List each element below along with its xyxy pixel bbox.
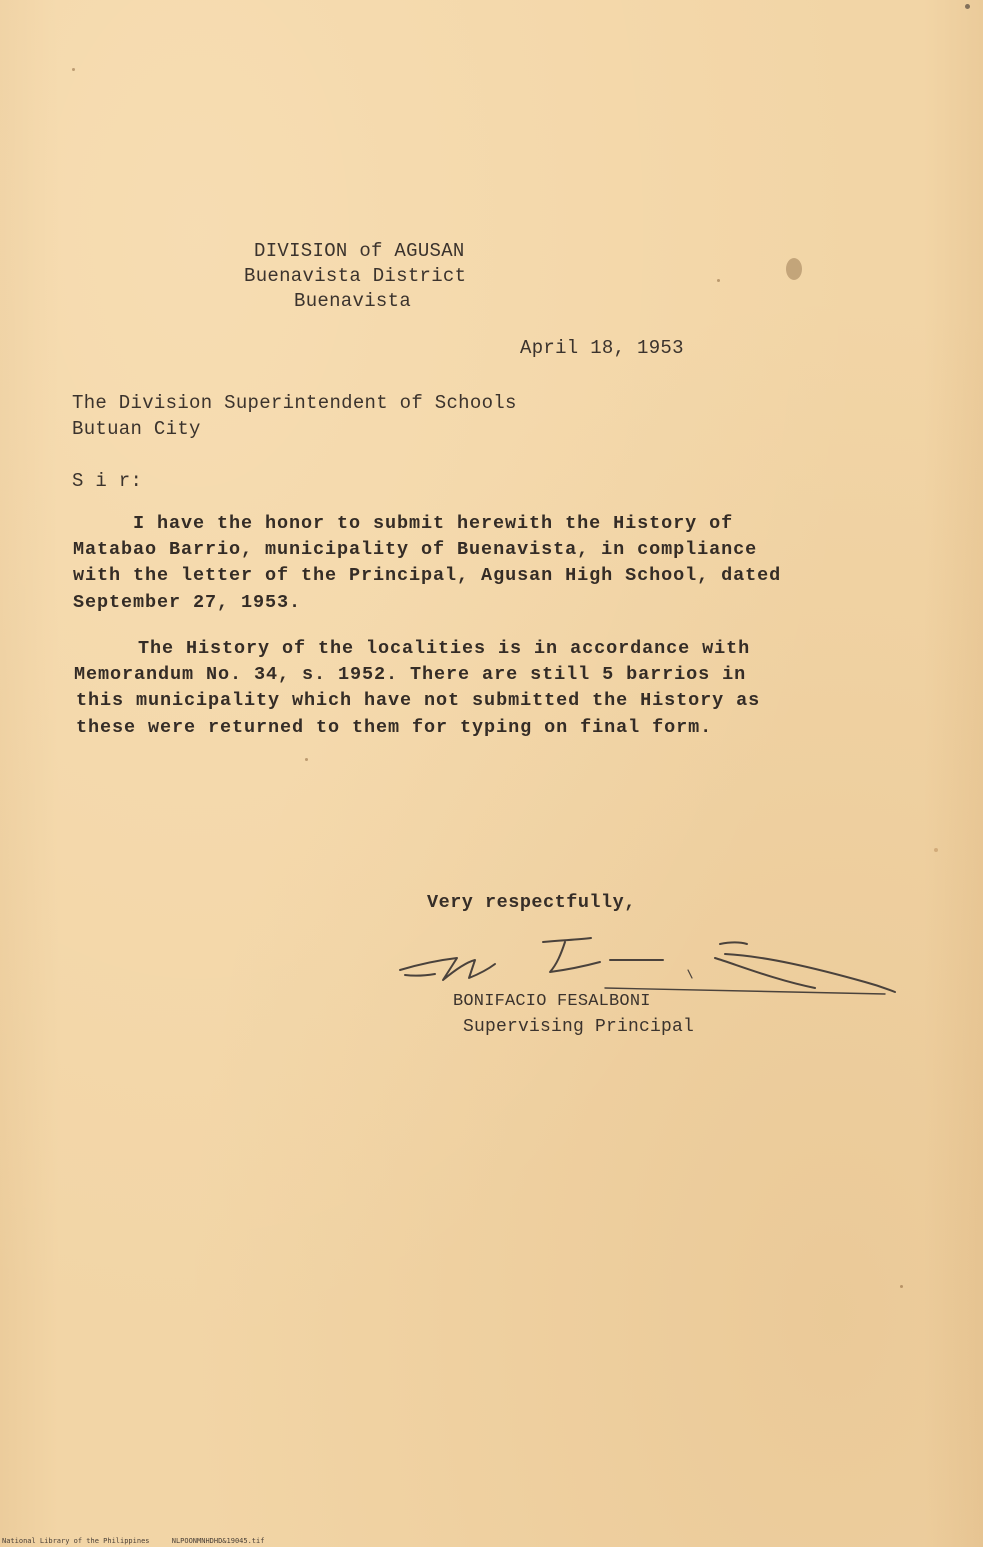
signer-title: Supervising Principal [463,1017,695,1037]
archive-footer [2,1537,282,1545]
paper-stain [786,258,802,280]
letterhead-district: Buenavista District [244,265,467,287]
salutation: S i r: [72,470,143,492]
letter-date: April 18, 1953 [520,337,684,359]
closing-phrase: Very respectfully, [427,892,636,913]
recipient-title: The Division Superintendent of Schools [72,392,517,414]
signer-name: BONIFACIO FESALBONI [453,992,651,1011]
paper-speck [72,68,75,71]
footer-institution: National Library of the Philippines [2,1537,150,1545]
paragraph2-line: this municipality which have not submitted the History as [76,690,761,711]
paper-speck [305,758,308,761]
paragraph1-line: with the letter of the Principal, Agusan High School, dated [73,565,782,586]
paragraph2-line: Memorandum No. 34, s. 1952. There are still 5 barrios in [74,664,747,685]
paper-speck [717,279,720,282]
paragraph2-line: these were returned to them for typing on final form. [76,717,713,738]
letterhead-town: Buenavista [294,290,412,312]
paragraph1-line: Matabao Barrio, municipality of Buenavista, in compliance [73,539,758,560]
recipient-city: Butuan City [72,418,201,440]
paragraph1-line: I have the honor to submit herewith the History of [133,513,734,534]
paper-speck [934,848,938,852]
paragraph2-line: The History of the localities is in accordance with [138,638,751,659]
paper-speck [900,1285,903,1288]
paper-speck [965,4,970,9]
paragraph1-line: September 27, 1953. [73,592,302,613]
letterhead-division: DIVISION of AGUSAN [254,240,465,262]
footer-file-id: NLPOONMNHDHD&19045.tif [171,1537,265,1545]
